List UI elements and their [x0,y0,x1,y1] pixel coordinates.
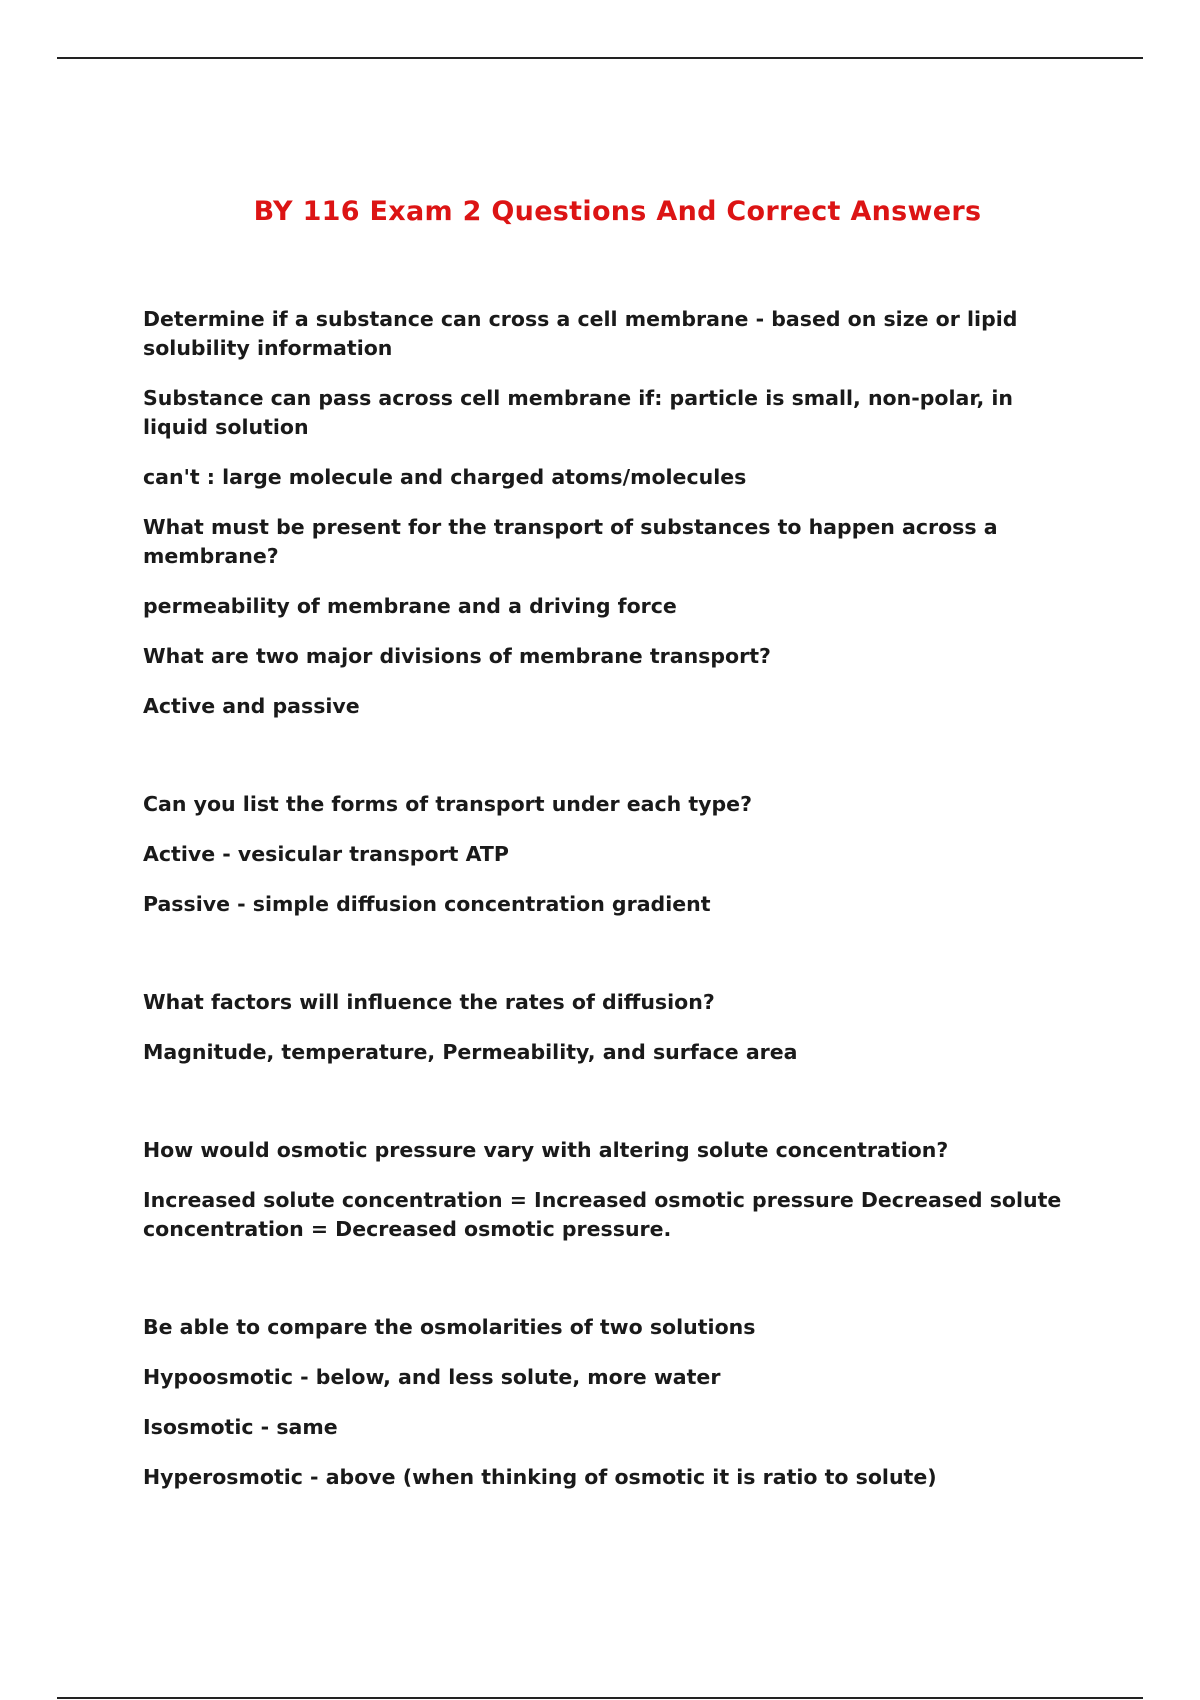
paragraph: permeability of membrane and a driving force [143,594,677,618]
paragraph: Active and passive [143,694,360,718]
header-rule [57,57,1143,59]
document-title: BY 116 Exam 2 Questions And Correct Answers [253,196,982,227]
footer-rule [57,1697,1143,1699]
paragraph: Determine if a substance can cross a cell membrane - based on size or lipid solubility information [143,307,1018,360]
paragraph: Passive - simple diffusion concentration gradient [143,892,711,916]
paragraph: Substance can pass across cell membrane if: particle is small, non-polar, in liquid solution [143,386,1013,439]
paragraph: Isosmotic - same [143,1415,338,1439]
paragraph: Hypoosmotic - below, and less solute, more water [143,1365,721,1389]
paragraph: Can you list the forms of transport under each type? [143,792,752,816]
paragraph: Hyperosmotic - above (when thinking of osmotic it is ratio to solute) [143,1465,937,1489]
paragraph: What must be present for the transport of substances to happen across a membrane? [143,515,998,568]
paragraph: Magnitude, temperature, Permeability, and surface area [143,1040,798,1064]
paragraph: Increased solute concentration = Increased osmotic pressure Decreased solute concentration = Decreased osmotic pressure. [143,1188,1062,1241]
paragraph: can't : large molecule and charged atoms/molecules [143,465,747,489]
paragraph: Be able to compare the osmolarities of two solutions [143,1315,756,1339]
paragraph: What factors will influence the rates of diffusion? [143,990,715,1014]
paragraph: Active - vesicular transport ATP [143,842,509,866]
document-body [143,305,1073,1513]
paragraph: How would osmotic pressure vary with altering solute concentration? [143,1138,949,1162]
paragraph: What are two major divisions of membrane transport? [143,644,771,668]
